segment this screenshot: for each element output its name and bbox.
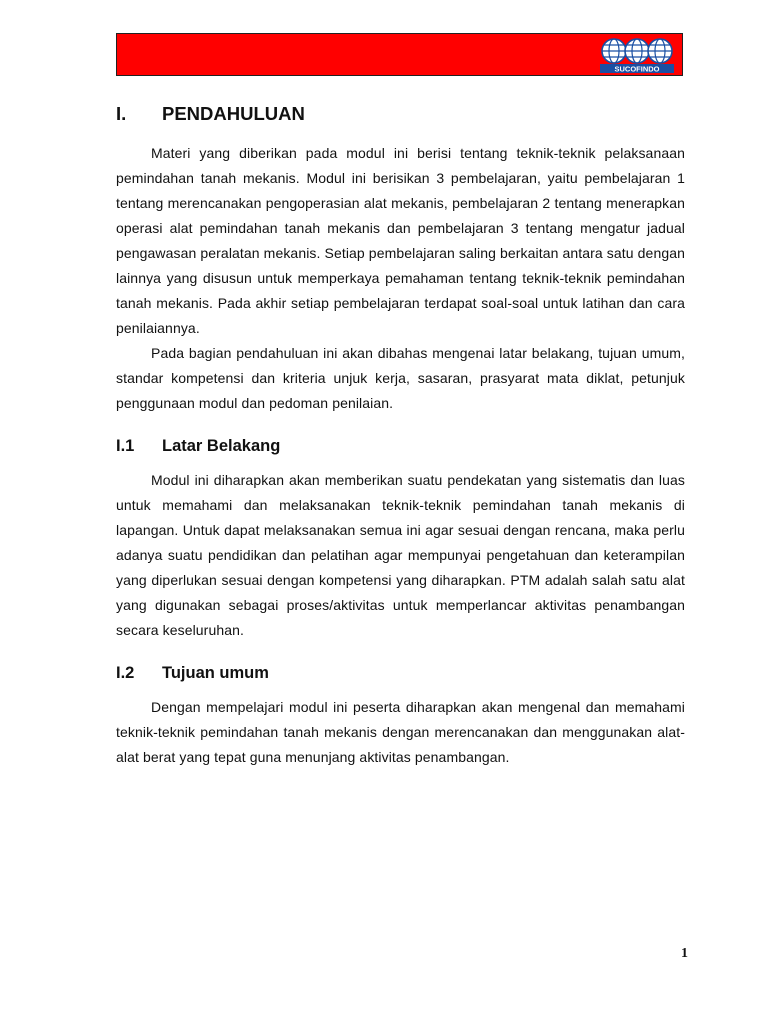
section-number: I.1 (116, 437, 135, 455)
section-number: I.2 (116, 664, 135, 682)
logo-text: SUCOFINDO (614, 64, 660, 73)
page-number: 1 (681, 946, 688, 961)
section-heading-pendahuluan (116, 100, 685, 128)
section-heading-tujuan-umum (116, 661, 685, 685)
paragraph: Pada bagian pendahuluan ini akan dibahas mengenai latar belakang, tujuan umum, standar kompetensi dan kriteria unjuk kerja, sasaran, prasyarat mata diklat, petunjuk penggunaan modul dan pedoman penilaian. (116, 345, 685, 411)
document-body (116, 100, 685, 770)
header-bar (116, 33, 683, 76)
globe-logo-icon (600, 37, 674, 73)
sucofindo-logo (600, 37, 674, 73)
paragraph: Materi yang diberikan pada modul ini berisi tentang teknik-teknik pelaksanaan pemindahan tanah mekanis. Modul ini berisikan 3 pembelajaran, yaitu pembelajaran 1 tentang merencanakan pengoperasian alat mekanis, pembelajaran 2 tentang menerapkan operasi alat pemindahan tanah mekanis dan pembelajaran 3 tentang mengatur jadual pengawasan peralatan mekanis. Setiap pembelajaran saling berkaitan antara satu dengan lainnya yang disusun untuk memperkaya pemahaman tentang teknik-teknik pemindahan tanah mekanis. Pada akhir setiap pembelajaran terdapat soal-soal untuk latihan dan cara penilaiannya. (116, 145, 685, 336)
section-title: PENDAHULUAN (162, 103, 305, 124)
section-number: I. (116, 103, 127, 124)
section-heading-latar-belakang (116, 434, 685, 458)
section-title: Latar Belakang (162, 437, 281, 455)
paragraph: Modul ini diharapkan akan memberikan suatu pendekatan yang sistematis dan luas untuk memahami dan melaksanakan teknik-teknik pemindahan tanah mekanis di lapangan. Untuk dapat melaksanakan semua ini agar sesuai dengan rencana, maka perlu adanya suatu pendidikan dan pelatihan agar mempunyai pengetahuan dan keterampilan yang diperlukan sesuai dengan kompetensi yang diharapkan. PTM adalah salah satu alat yang digunakan sebagai proses/aktivitas untuk memperlancar aktivitas penambangan secara keseluruhan. (116, 472, 685, 638)
paragraph: Dengan mempelajari modul ini peserta diharapkan akan mengenal dan memahami teknik-teknik pemindahan tanah mekanis dengan merencanakan dan menggunakan alat-alat berat yang tepat guna menunjang aktivitas penambangan. (116, 699, 685, 765)
section-title: Tujuan umum (162, 664, 269, 682)
